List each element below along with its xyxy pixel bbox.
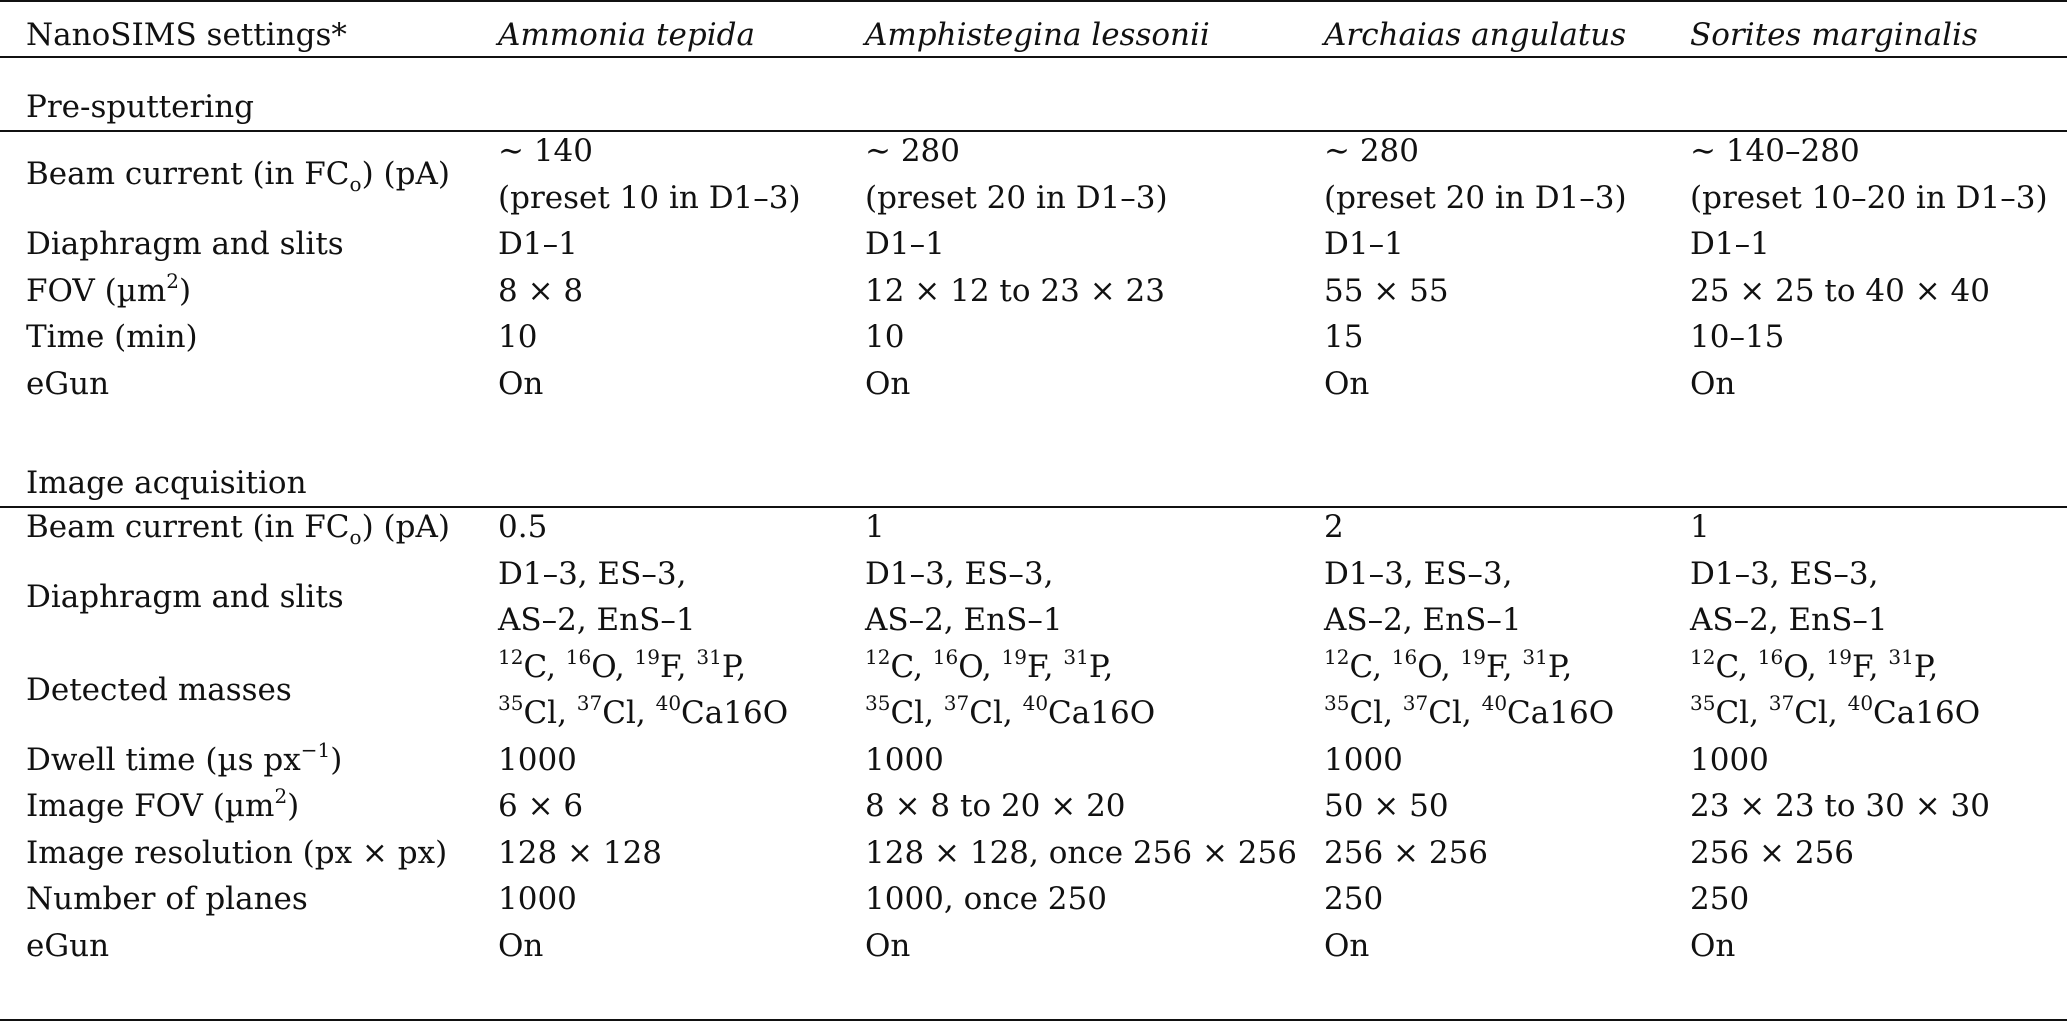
table-cell: (preset 20 in D1–3)	[865, 179, 1168, 216]
row-label: Number of planes	[26, 881, 308, 917]
table-cell: 50 × 50	[1324, 788, 1449, 824]
table-cell: 2	[1324, 509, 1344, 545]
row-label: Diaphragm and slits	[26, 226, 344, 262]
table-cell: D1–1	[498, 226, 578, 262]
table-cell: 128 × 128	[498, 834, 663, 871]
table-cell: On	[1690, 927, 1736, 964]
table-cell: 55 × 55	[1324, 272, 1449, 309]
table-cell: 1000	[498, 881, 577, 917]
table-cell: ∼ 140	[498, 133, 593, 169]
header-species-4: Sorites marginalis	[1690, 17, 1978, 53]
table-cell: 8 × 8	[498, 272, 584, 309]
table-cell: 15	[1324, 319, 1364, 355]
table-cell: D1–3, ES–3,	[1324, 555, 1513, 592]
table-cell: 8 × 8 to 20 × 20	[865, 788, 1126, 824]
section-title: Image acquisition	[26, 465, 307, 501]
table-top-rule	[0, 0, 2067, 2]
row-label: Image FOV (µm$^2$)	[26, 784, 300, 824]
table-cell: 1000	[865, 741, 944, 778]
row-label: FOV (µm$^2$)	[26, 268, 192, 309]
table-cell: ∼ 280	[865, 133, 960, 169]
table-cell: AS–2, EnS–1	[498, 602, 696, 638]
table-cell: On	[1324, 927, 1370, 964]
table-cell: ∼ 280	[1324, 133, 1419, 169]
table-cell: On	[1324, 365, 1370, 402]
table-cell: 23 × 23 to 30 × 30	[1690, 788, 1990, 824]
table-cell: $^{35}$Cl, $^{37}$Cl, $^{40}$Ca16O	[498, 691, 789, 731]
table-cell: On	[1690, 365, 1736, 402]
table-cell: 0.5	[498, 509, 548, 545]
table-cell: 256 × 256	[1690, 834, 1855, 871]
table-cell: 10	[865, 319, 905, 355]
table-cell: $^{12}$C, $^{16}$O, $^{19}$F, $^{31}$P,	[865, 644, 1114, 685]
table-cell: 128 × 128, once 256 × 256	[865, 834, 1297, 871]
row-label: Image resolution (px × px)	[26, 834, 448, 871]
header-species-2: Amphistegina lessonii	[865, 17, 1210, 53]
table-cell: 1000	[498, 741, 577, 778]
table-cell: 1000, once 250	[865, 881, 1107, 917]
table-cell: (preset 10–20 in D1–3)	[1690, 179, 2048, 216]
table-cell: 10–15	[1690, 319, 1785, 355]
table-cell: 256 × 256	[1324, 834, 1489, 871]
table-cell: $^{12}$C, $^{16}$O, $^{19}$F, $^{31}$P,	[1690, 644, 1939, 685]
row-label: Diaphragm and slits	[26, 578, 344, 615]
row-label: Time (min)	[26, 319, 198, 355]
table-cell: D1–3, ES–3,	[865, 555, 1054, 592]
table-cell: AS–2, EnS–1	[865, 602, 1063, 638]
table-cell: (preset 10 in D1–3)	[498, 179, 801, 216]
table-cell: On	[865, 927, 911, 964]
row-label: Beam current (in $FC_o$) (pA)	[26, 156, 450, 197]
table-cell: D1–3, ES–3,	[498, 555, 687, 592]
header-settings: NanoSIMS settings*	[26, 17, 347, 53]
table-cell: $^{35}$Cl, $^{37}$Cl, $^{40}$Ca16O	[1324, 691, 1615, 731]
table-cell: 250	[1690, 881, 1750, 917]
row-label: eGun	[26, 927, 110, 964]
table-cell: 10	[498, 319, 538, 355]
table-cell: 25 × 25 to 40 × 40	[1690, 272, 1990, 309]
table-cell: 250	[1324, 881, 1384, 917]
table-cell: D1–1	[865, 226, 945, 262]
row-label: Dwell time (µs $px^{-1}$)	[26, 737, 343, 778]
table-bottom-rule	[0, 1019, 2067, 1021]
table-cell: (preset 20 in D1–3)	[1324, 179, 1627, 216]
header-rule	[0, 56, 2067, 58]
row-label: Detected masses	[26, 671, 292, 708]
table-cell: $^{35}$Cl, $^{37}$Cl, $^{40}$Ca16O	[1690, 691, 1981, 731]
table-cell: D1–1	[1690, 226, 1770, 262]
table-cell: 1	[865, 509, 885, 545]
table-cell: On	[498, 927, 544, 964]
header-species-1: Ammonia tepida	[498, 17, 755, 53]
table-cell: ∼ 140–280	[1690, 133, 1860, 169]
table-cell: On	[865, 365, 911, 402]
table-cell: 1000	[1690, 741, 1769, 778]
table-cell: 1	[1690, 509, 1710, 545]
table-cell: D1–3, ES–3,	[1690, 555, 1879, 592]
table-cell: On	[498, 365, 544, 402]
table-cell: 1000	[1324, 741, 1403, 778]
table-cell: D1–1	[1324, 226, 1404, 262]
table-cell: AS–2, EnS–1	[1324, 602, 1522, 638]
table-cell: $^{12}$C, $^{16}$O, $^{19}$F, $^{31}$P,	[1324, 644, 1573, 685]
row-label: eGun	[26, 365, 110, 402]
section-title: Pre-sputtering	[26, 89, 255, 125]
row-label: Beam current (in $FC_o$) (pA)	[26, 509, 450, 549]
table-cell: 6 × 6	[498, 788, 584, 824]
table-cell: $^{12}$C, $^{16}$O, $^{19}$F, $^{31}$P,	[498, 644, 747, 685]
table-cell: 12 × 12 to 23 × 23	[865, 272, 1165, 309]
header-species-3: Archaias angulatus	[1324, 17, 1627, 53]
table-cell: $^{35}$Cl, $^{37}$Cl, $^{40}$Ca16O	[865, 691, 1156, 731]
table-cell: AS–2, EnS–1	[1690, 602, 1888, 638]
